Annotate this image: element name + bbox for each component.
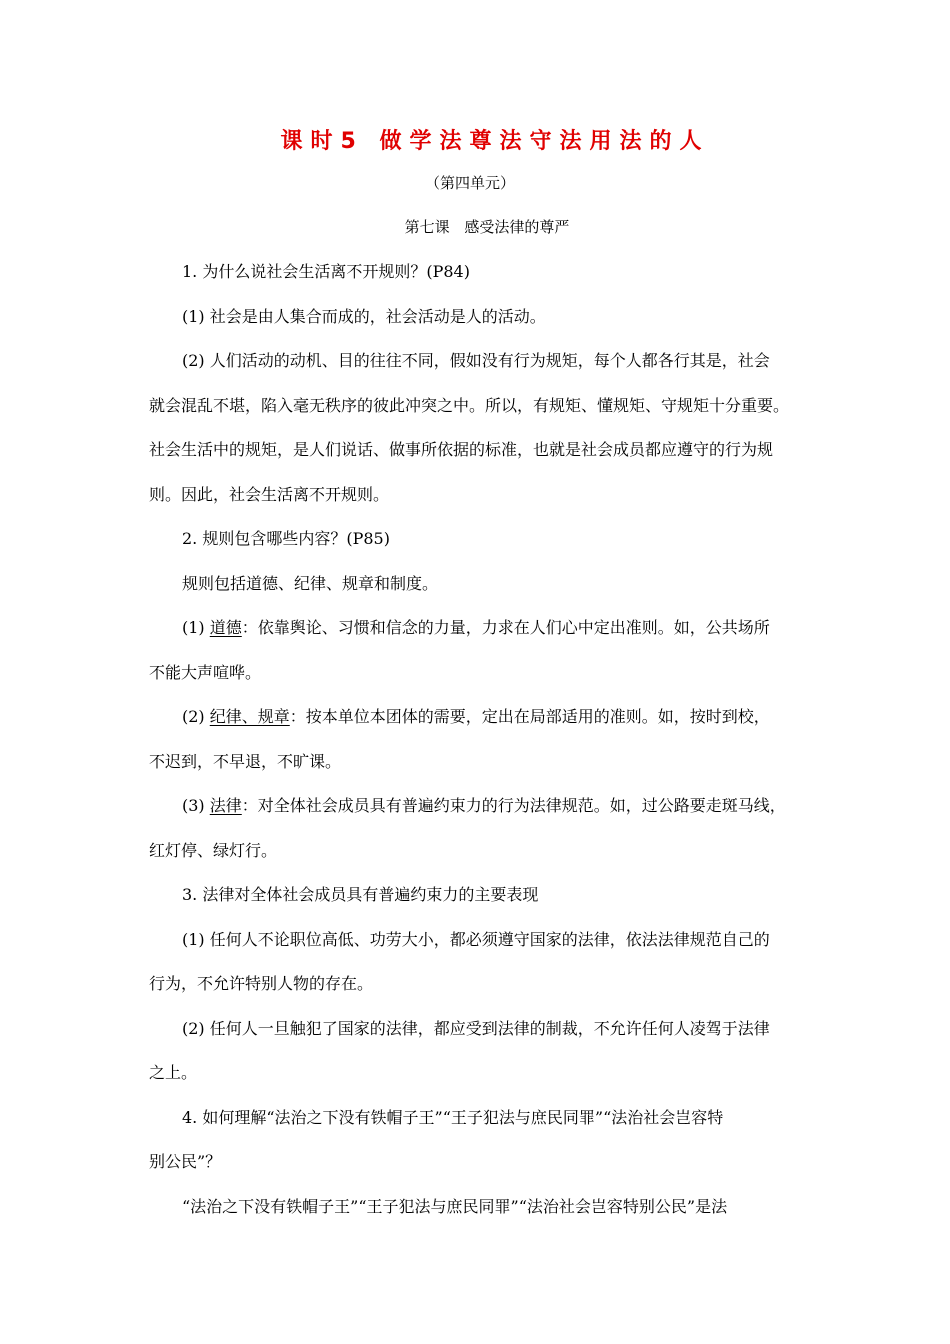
question-4-heading-line-1: 4. 如何理解“法治之下没有铁帽子王”“王子犯法与庶民同罪”“法治社会岂容特 xyxy=(182,1108,724,1127)
question-3-paragraph-2-line-1: (2) 任何人一旦触犯了国家的法律，都应受到法律的制裁，不允许任何人凌驾于法律 xyxy=(182,1019,770,1038)
question-2-item-1 xyxy=(182,617,770,639)
question-1-paragraph-2-line-4: 则。因此，社会生活离不开规则。 xyxy=(149,485,390,504)
question-3-paragraph-1-line-1: (1) 任何人不论职位高低、功劳大小，都必须遵守国家的法律，依法法律规范自己的 xyxy=(182,930,770,949)
item-1-number: (1) xyxy=(182,618,210,637)
question-4-heading-line-2: 别公民”？ xyxy=(149,1152,222,1171)
question-2-intro: 规则包括道德、纪律、规章和制度。 xyxy=(182,574,439,593)
question-1-paragraph-2-line-2: 就会混乱不堪，陷入毫无秩序的彼此冲突之中。所以，有规矩、懂规矩、守规矩十分重要。 xyxy=(149,396,790,415)
question-3-paragraph-2-line-2: 之上。 xyxy=(149,1063,198,1082)
question-2-item-2 xyxy=(182,706,770,728)
question-1-paragraph-2-line-3: 社会生活中的规矩，是人们说话、做事所依据的标准，也就是社会成员都应遵守的行为规 xyxy=(149,440,774,459)
question-1-heading: 1. 为什么说社会生活离不开规则？(P84) xyxy=(182,262,470,281)
item-1-text: ：依靠舆论、习惯和信念的力量，力求在人们心中定出准则。如，公共场所 xyxy=(241,618,770,637)
item-2-number: (2) xyxy=(182,707,210,726)
item-2-term: 纪律、规章 xyxy=(209,707,290,726)
unit-label: （第四单元） xyxy=(424,174,515,192)
question-2-item-3 xyxy=(182,795,786,817)
question-3-paragraph-1-line-2: 行为，不允许特别人物的存在。 xyxy=(149,974,374,993)
question-1-paragraph-1: (1) 社会是由人集合而成的，社会活动是人的活动。 xyxy=(182,307,546,326)
question-2-item-2-line-2: 不迟到，不早退，不旷课。 xyxy=(149,752,342,771)
question-1-paragraph-2-line-1: (2) 人们活动的动机、目的往往不同，假如没有行为规矩，每个人都各行其是，社会 xyxy=(182,351,770,370)
item-3-term: 法律 xyxy=(209,796,242,815)
question-2-item-3-line-2: 红灯停、绿灯行。 xyxy=(149,841,278,860)
item-3-number: (3) xyxy=(182,796,210,815)
question-3-heading: 3. 法律对全体社会成员具有普遍约束力的主要表现 xyxy=(182,885,539,904)
question-2-heading: 2. 规则包含哪些内容？(P85) xyxy=(182,529,390,548)
question-2-item-1-line-2: 不能大声喧哗。 xyxy=(149,663,262,682)
item-2-text: ：按本单位本团体的需要，定出在局部适用的准则。如，按时到校， xyxy=(289,707,770,726)
question-4-answer-line-1: “法治之下没有铁帽子王”“王子犯法与庶民同罪”“法治社会岂容特别公民”是法 xyxy=(182,1197,728,1216)
lesson-heading: 第七课 感受法律的尊严 xyxy=(404,218,570,236)
page-title: 课时5 做学法尊法守法用法的人 xyxy=(280,129,710,154)
item-1-term: 道德 xyxy=(209,618,242,637)
item-3-text: ：对全体社会成员具有普遍约束力的行为法律规范。如，过公路要走斑马线， xyxy=(241,796,786,815)
